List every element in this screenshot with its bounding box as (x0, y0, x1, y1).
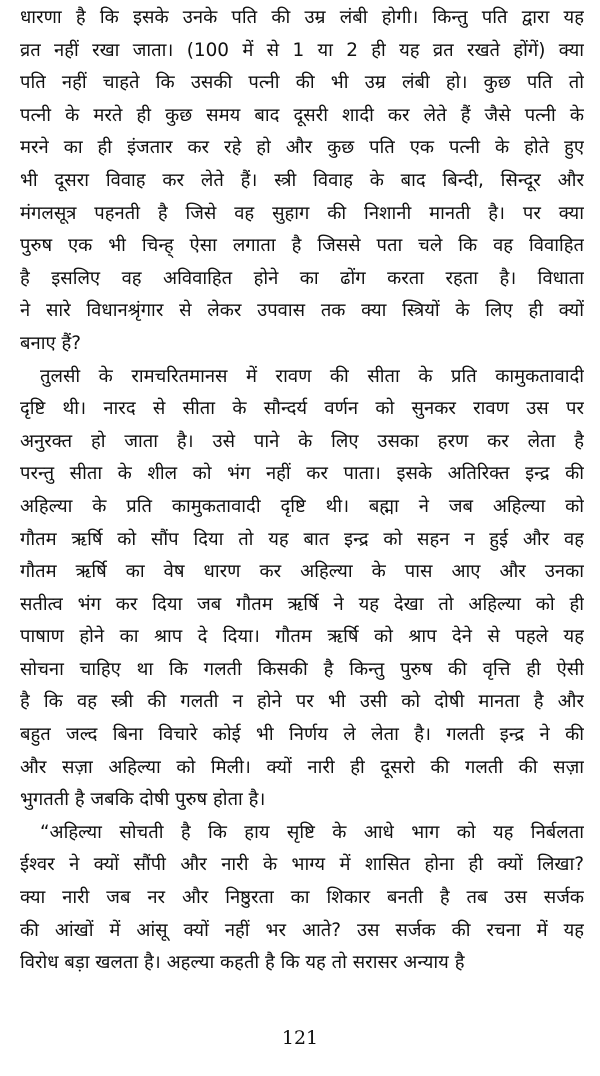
text-line: क्या नारी जब नर और निष्ठुरता का शिकार बनती है तब उस सर्जक (20, 887, 584, 909)
text-line: व्रत नहीं रखा जाता। (100 में से 1 या 2 ही यह व्रत रखते होंगें) क्या (20, 39, 584, 61)
text-line: है इसलिए वह अविवाहित होने का ढोंग करता रहता है। विधाता (20, 267, 584, 289)
text-line: गौतम ऋर्षि का वेष धारण कर अहिल्या के पास आए और उनका (20, 561, 584, 583)
text-line: बनाए हैं? (20, 332, 82, 354)
text-line: ने सारे विधानश्रृंगार से लेकर उपवास तक क्या स्त्रियों के लिए ही क्यों (20, 300, 584, 322)
text-line: मंगलसूत्र पहनती है जिसे वह सुहाग की निशानी मानती है। पर क्या (20, 202, 584, 224)
text-line: की आंखों में आंसू क्यों नहीं भर आते? उस सर्जक की रचना में यह (20, 919, 584, 941)
text-line: भी दूसरा विवाह कर लेते हैं। स्त्री विवाह के बाद बिन्दी, सिन्दूर और (20, 169, 584, 191)
text-line: पुरुष एक भी चिन्ह् ऐसा लगाता है जिससे पता चले कि वह विवाहित (20, 235, 584, 257)
text-line: विरोध बड़ा खलता है। अहल्या कहती है कि यह तो सरासर अन्याय है (20, 952, 465, 974)
text-line: मरने का ही इंजतार कर रहे हो और कुछ पति एक पत्नी के होते हुए (20, 137, 584, 159)
paragraph-1 (20, 2, 584, 361)
text-line: दृष्टि थी। नारद से सीता के सौन्दर्य वर्णन को सुनकर रावण उस पर (20, 398, 584, 420)
text-line: धारणा है कि इसके उनके पति की उम्र लंबी होगी। किन्तु पति द्वारा यह (20, 7, 584, 28)
text-line: पत्नी के मरते ही कुछ समय बाद दूसरी शादी कर लेते हैं जैसे पत्नी के (20, 104, 584, 126)
text-line: पाषाण होने का श्राप दे दिया। गौतम ऋर्षि को श्राप देने से पहले यह (20, 626, 584, 648)
text-line: भुगतती है जबकि दोषी पुरुष होता है। (20, 789, 266, 811)
text-line: गौतम ऋर्षि को सौंप दिया तो यह बात इन्द्र को सहन न हुई और वह (20, 528, 584, 550)
text-line: परन्तु सीता के शील को भंग नहीं कर पाता। इसके अतिरिक्त इन्द्र की (20, 463, 584, 485)
body-text (20, 2, 584, 980)
text-line: “अहिल्या सोचती है कि हाय सृष्टि के आधे भाग को यह निर्बलता (40, 821, 584, 843)
text-line: बहुत जल्द बिना विचारे कोई भी निर्णय ले लेता है। गलती इन्द्र ने की (20, 724, 584, 746)
text-line: अनुरक्त हो जाता है। उसे पाने के लिए उसका हरण कर लेता है (20, 430, 584, 452)
paragraph-3 (20, 817, 584, 980)
text-line: अहिल्या के प्रति कामुकतावादी दृष्टि थी। बह्मा ने जब अहिल्या को (20, 495, 584, 517)
text-line: सतीत्व भंग कर दिया जब गौतम ऋर्षि ने यह देखा तो अहिल्या को ही (20, 593, 584, 615)
text-line: और सज़ा अहिल्या को मिली। क्यों नारी ही दूसरो की गलती की सज़ा (20, 756, 584, 778)
text-line: ईश्वर ने क्यों सौंपी और नारी के भाग्य में शासित होना ही क्यों लिखा? (20, 854, 584, 876)
text-line: है कि वह स्त्री की गलती न होने पर भी उसी को दोषी मानता है और (20, 691, 584, 713)
paragraph-2 (20, 361, 584, 817)
text-line: तुलसी के रामचरितमानस में रावण की सीता के प्रति कामुकतावादी (40, 365, 584, 387)
text-line: पति नहीं चाहते कि उसकी पत्नी की भी उम्र लंबी हो। कुछ पति तो (20, 72, 584, 94)
page-number: 121 (281, 1027, 319, 1049)
text-line: सोचना चाहिए था कि गलती किसकी है किन्तु पुरुष की वृत्ति ही ऐसी (20, 658, 584, 680)
